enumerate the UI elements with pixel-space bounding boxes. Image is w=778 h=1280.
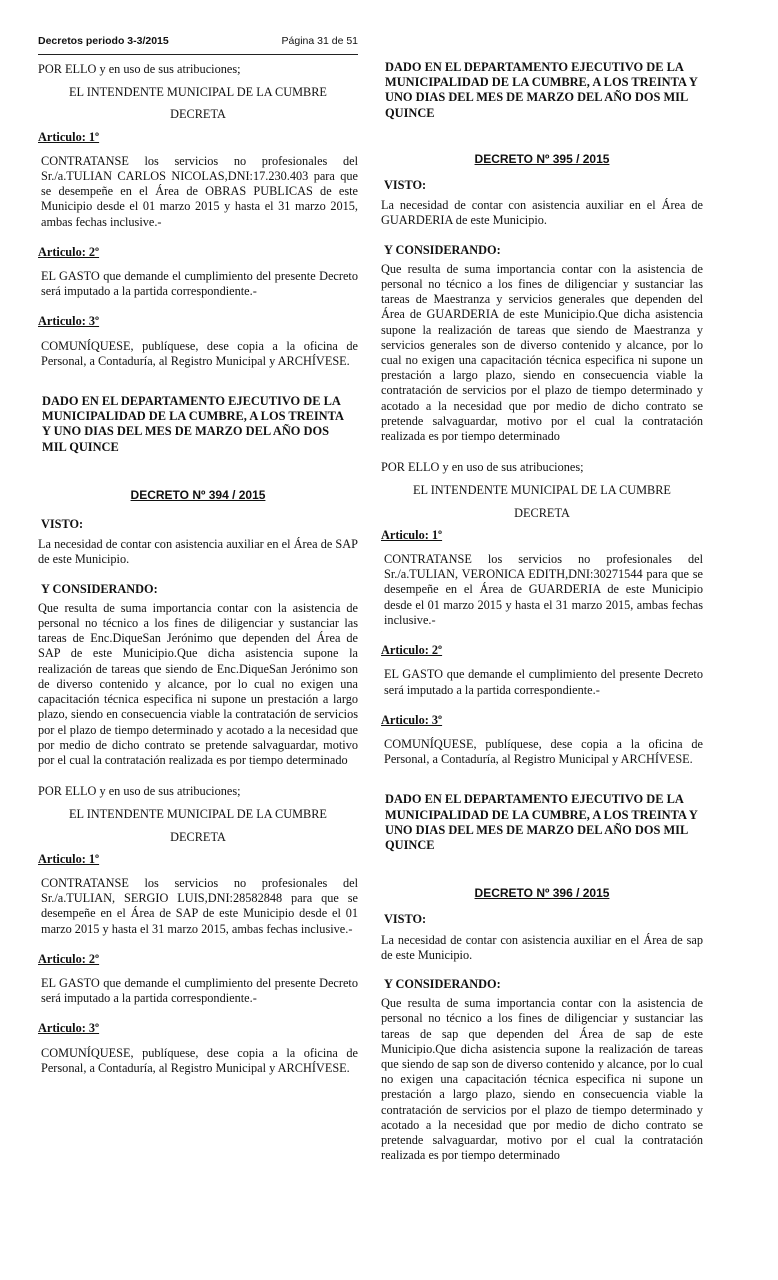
considerando-text: Que resulta de suma importancia contar con la asistencia de personal no técnico a los fines de diligenciar y sustanciar las tareas de Maestranza y servicios generales que dependen del Área de GUARDERIA de este Municipio.Que dicha asistencia supone la realización de tareas que siendo de Maestranza y servicios generales son de diverso contenido y alcance, por lo cual no exigen una capacitación técnica especifica ni supone un prestación a largo plazo, siendo en consecuencia viable la contratación de servicios por el plazo de tiempo determinado y acotado a la necesidad que por medio de dicho contrato se pretende salvaguardar, motivo por el cual la contratación realizada es por tiempo determinado — [381, 261, 703, 444]
page-number: Página 31 de 51 — [281, 35, 358, 47]
article-3-text: COMUNÍQUESE, publíquese, dese copia a la oficina de Personal, a Contaduría, al Registro Municipal y ARCHÍVESE. — [41, 1045, 358, 1075]
article-3-text: COMUNÍQUESE, publíquese, dese copia a la oficina de Personal, a Contaduría, al Registro Municipal y ARCHÍVESE. — [384, 736, 703, 767]
article-1-label: Articulo: 1º — [381, 527, 443, 542]
visto-label: VISTO: — [384, 912, 427, 927]
header-divider — [38, 54, 358, 55]
article-2-label: Articulo: 2º — [38, 244, 100, 259]
article-1-text: CONTRATANSE los servicios no profesionales del Sr./a.TULIAN, SERGIO LUIS,DNI:28582848 para que se desempeñe en el Área de SAP de este Municipio desde el 01 marzo 2015 y hasta el 31 marzo 2015, ambas fechas inclusive.- — [41, 875, 358, 936]
article-3-label: Articulo: 3º — [381, 712, 443, 727]
decreto-395-title: DECRETO Nº 395 / 2015 — [474, 151, 610, 166]
visto-text: La necesidad de contar con asistencia auxiliar en el Área de sap de este Municipio. — [381, 932, 703, 962]
decreto-394-title: DECRETO Nº 394 / 2015 — [130, 487, 266, 502]
por-ello-text: POR ELLO y en uso de sus atribuciones; — [38, 784, 241, 799]
decreta-heading: DECRETA — [170, 829, 226, 844]
visto-label: VISTO: — [384, 178, 427, 193]
article-3-label: Articulo: 3º — [38, 314, 100, 329]
visto-text: La necesidad de contar con asistencia auxiliar en el Área de GUARDERIA de este Municipio. — [381, 198, 703, 228]
dado-en-text: DADO EN EL DEPARTAMENTO EJECUTIVO DE LA MUNICIPALIDAD DE LA CUMBRE, A LOS TREINTA Y UNO DIAS DEL MES DE MARZO DEL AÑO DOS MIL QUINCE — [385, 60, 698, 120]
intendente-heading: EL INTENDENTE MUNICIPAL DE LA CUMBRE — [413, 483, 671, 498]
dado-en-text: DADO EN EL DEPARTAMENTO EJECUTIVO DE LA MUNICIPALIDAD DE LA CUMBRE, A LOS TREINTA Y UNO DIAS DEL MES DE MARZO DEL AÑO DOS MIL QUINCE — [42, 394, 344, 454]
page-header — [38, 35, 358, 49]
article-1-text: CONTRATANSE los servicios no profesionales del Sr./a.TULIAN CARLOS NICOLAS,DNI:17.230.403 para que se desempeñe en el Área de OBRAS PUBLICAS de este Municipio desde el 01 marzo 2015 y hasta el 31 marzo 2015, ambas fechas inclusive.- — [41, 153, 358, 229]
article-1-text: CONTRATANSE los servicios no profesionales del Sr./a.TULIAN, VERONICA EDITH,DNI:30271544 para que se desempeñe en el Área de GUARDERIA de este Municipio desde el 01 marzo 2015 y hasta el 31 marzo 2015, ambas fechas inclusive.- — [384, 552, 703, 627]
right-column — [381, 60, 703, 1163]
article-3-text: COMUNÍQUESE, publíquese, dese copia a la oficina de Personal, a Contaduría, al Registro Municipal y ARCHÍVESE. — [41, 338, 358, 368]
dado-en-text: DADO EN EL DEPARTAMENTO EJECUTIVO DE LA MUNICIPALIDAD DE LA CUMBRE, A LOS TREINTA Y UNO DIAS DEL MES DE MARZO DEL AÑO DOS MIL QUINCE — [385, 792, 698, 852]
decreto-396-title: DECRETO Nº 396 / 2015 — [474, 886, 610, 901]
considerando-text: Que resulta de suma importancia contar con la asistencia de personal no técnico a los fines de diligenciar y sustanciar las tareas de sap que dependen del Área de sap de este Municipio.Que dicha asistencia supone la realización de tareas que siendo de sap son de diverso contenido y alcance, por lo cual no exigen una capacitación técnica especifica ni supone un prestación a largo plazo, siendo en consecuencia viable la contratación de servicios por el plazo de tiempo determinado y acotado a la necesidad que por medio de dicho contrato se pretende salvaguardar, motivo por el cual la contratación realizada es por tiempo determinado — [381, 996, 703, 1163]
visto-text: La necesidad de contar con asistencia auxiliar en el Área de SAP de este Municipio. — [38, 537, 358, 567]
considerando-text: Que resulta de suma importancia contar con la asistencia de personal no técnico a los fines de diligenciar y sustanciar las tareas de Enc.DiqueSan Jerónimo que dependen del Área de SAP de este Municipio.Que dicha asistencia supone la realización de tareas que siendo de Enc.DiqueSan Jerónimo son de diverso contenido y alcance, por lo cual no exigen una capacitación técnica especifica ni supone un prestación a largo plazo, siendo en consecuencia viable la contratación de servicios por el plazo de tiempo determinado y acotado a la necesidad que por medio de dicho contrato se pretende salvaguardar, motivo por el cual la contratación realizada es por tiempo determinado — [38, 600, 358, 767]
considerando-label: Y CONSIDERANDO: — [41, 581, 158, 596]
intendente-heading: EL INTENDENTE MUNICIPAL DE LA CUMBRE — [69, 85, 327, 100]
document-title: Decretos periodo 3-3/2015 — [38, 35, 169, 47]
article-2-text: EL GASTO que demande el cumplimiento del presente Decreto será imputado a la partida correspondiente.- — [384, 667, 703, 697]
article-2-label: Articulo: 2º — [381, 643, 443, 658]
article-2-label: Articulo: 2º — [38, 951, 100, 966]
article-1-label: Articulo: 1º — [38, 851, 100, 866]
intendente-heading: EL INTENDENTE MUNICIPAL DE LA CUMBRE — [69, 807, 327, 822]
decreta-heading: DECRETA — [170, 107, 226, 122]
article-2-text: EL GASTO que demande el cumplimiento del presente Decreto será imputado a la partida correspondiente.- — [41, 269, 358, 299]
article-2-text: EL GASTO que demande el cumplimiento del presente Decreto será imputado a la partida correspondiente.- — [41, 975, 358, 1006]
visto-label: VISTO: — [41, 517, 84, 532]
por-ello-text: POR ELLO y en uso de sus atribuciones; — [38, 62, 241, 76]
article-3-label: Articulo: 3º — [38, 1021, 100, 1036]
por-ello-text: POR ELLO y en uso de sus atribuciones; — [381, 460, 584, 475]
left-column — [38, 58, 358, 1076]
considerando-label: Y CONSIDERANDO: — [384, 976, 501, 991]
article-1-label: Articulo: 1º — [38, 129, 100, 144]
decreta-heading: DECRETA — [514, 505, 570, 520]
considerando-label: Y CONSIDERANDO: — [384, 242, 501, 257]
